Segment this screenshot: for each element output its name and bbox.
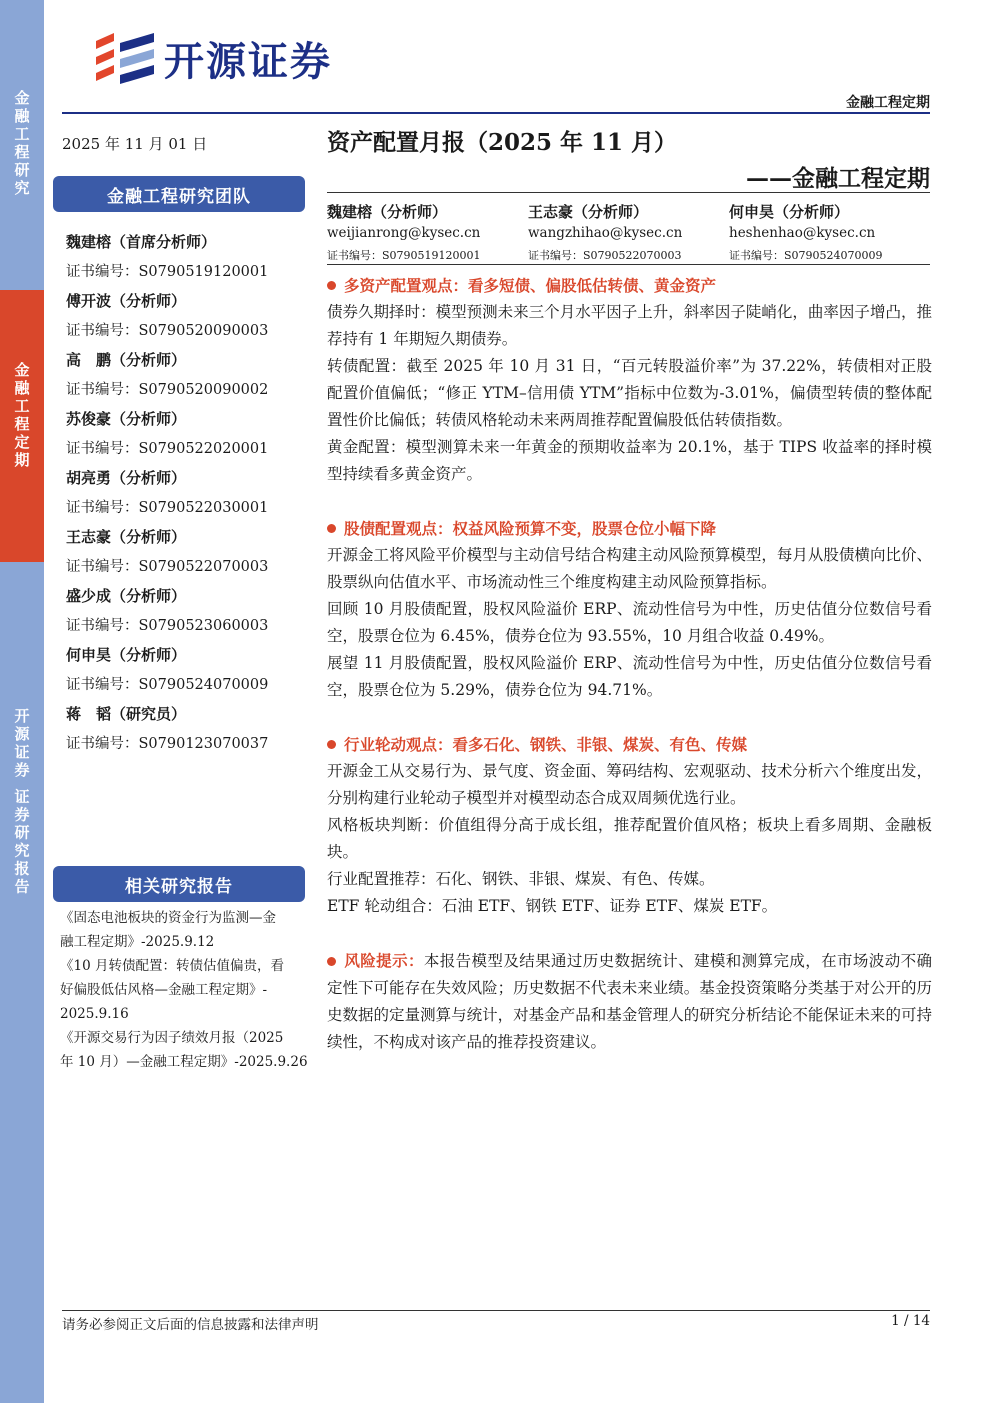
header-tag: 金融工程定期 — [846, 95, 930, 111]
related-report-link[interactable]: 《固态电池板块的资金行为监测—金 — [60, 910, 276, 926]
analyst-name: 胡亮勇（分析师） — [66, 469, 187, 487]
related-report-link[interactable]: 好偏股低估风格—金融工程定期》- — [60, 982, 268, 998]
author-email[interactable]: weijianrong@kysec.cn — [327, 225, 481, 241]
author-cert: 证书编号：S0790522070003 — [528, 249, 682, 262]
author-list — [327, 201, 930, 263]
analyst-name: 傅开波（分析师） — [66, 292, 187, 310]
analyst-cert: 证书编号：S0790522070003 — [66, 559, 269, 575]
paragraph: 展望 11 月股债配置，股权风险溢价 ERP、流动性信号为中性，历史估值分位数信号看空，股票仓位为 5.29%，债券仓位为 94.71%。 — [327, 654, 932, 699]
side-strip-middle — [0, 290, 44, 562]
analyst-item — [66, 585, 302, 644]
page-number: 1 / 14 — [891, 1313, 930, 1329]
report-subtitle: ——金融工程定期 — [746, 165, 930, 192]
side-label-company: 开源证券 证券研究报告 — [12, 708, 31, 897]
related-reports-title: 相关研究报告 — [53, 866, 305, 902]
author-name: 何申昊（分析师） — [729, 203, 850, 221]
analyst-item — [66, 467, 302, 526]
analyst-cert: 证书编号：S0790520090002 — [66, 382, 269, 398]
analyst-cert: 证书编号：S0790523060003 — [66, 618, 269, 634]
analyst-cert: 证书编号：S0790519120001 — [66, 264, 269, 280]
side-strip-top — [0, 0, 44, 290]
analyst-list — [66, 231, 302, 762]
analyst-cert: 证书编号：S0790522020001 — [66, 441, 269, 457]
section-heading-text: 行业轮动观点：看多石化、钢铁、非银、煤炭、有色、传媒 — [344, 735, 748, 754]
paragraph: 黄金配置：模型测算未来一年黄金的预期收益率为 20.1%，基于 TIPS 收益率的择时模型持续看多黄金资产。 — [327, 438, 932, 483]
analyst-name: 苏俊豪（分析师） — [66, 410, 187, 428]
paragraph: 风格板块判断：价值组得分高于成长组，推荐配置价值风格；板块上看多周期、金融板块。 — [327, 816, 932, 861]
analyst-name: 盛少成（分析师） — [66, 587, 187, 605]
analyst-cert: 证书编号：S0790524070009 — [66, 677, 269, 693]
company-logo — [92, 30, 332, 87]
report-title: 资产配置月报（2025 年 11 月） — [327, 129, 678, 156]
section-heading-industry-rotation — [327, 731, 932, 758]
author-item — [327, 201, 528, 263]
analyst-name: 何申昊（分析师） — [66, 646, 187, 664]
analyst-name: 王志豪（分析师） — [66, 528, 187, 546]
analyst-name: 蒋 韬（研究员） — [66, 705, 187, 723]
related-reports-list — [60, 906, 314, 1074]
related-report-link[interactable]: 年 10 月）—金融工程定期》-2025.9.26 — [60, 1054, 308, 1070]
bullet-icon — [327, 524, 336, 533]
footer-disclaimer: 请务必参阅正文后面的信息披露和法律声明 — [62, 1317, 319, 1333]
related-report-link[interactable]: 《开源交易行为因子绩效月报（2025 — [60, 1030, 284, 1046]
section-heading-stock-bond — [327, 515, 932, 542]
analyst-cert: 证书编号：S0790522030001 — [66, 500, 269, 516]
footer-rule — [62, 1310, 930, 1311]
analyst-name: 高 鹏（分析师） — [66, 351, 187, 369]
author-item — [528, 201, 729, 263]
section-heading-text: 股债配置观点：权益风险预算不变，股票仓位小幅下降 — [344, 519, 717, 538]
author-name: 魏建榕（分析师） — [327, 203, 448, 221]
bullet-icon — [327, 957, 336, 966]
side-label-series: 金融工程定期 — [12, 362, 31, 470]
related-report-link[interactable]: 《10 月转债配置：转债估值偏贵，看 — [60, 958, 284, 974]
paragraph: 行业配置推荐：石化、钢铁、非银、煤炭、有色、传媒。 — [327, 870, 715, 888]
section-heading-text: 多资产配置观点：看多短债、偏股低估转债、黄金资产 — [344, 276, 717, 295]
report-body — [327, 272, 932, 1056]
report-date: 2025 年 11 月 01 日 — [62, 135, 208, 153]
section-heading-multi-asset — [327, 272, 932, 299]
authors-rule — [327, 264, 930, 265]
analyst-name: 魏建榕（首席分析师） — [66, 233, 217, 251]
related-report-link[interactable]: 融工程定期》-2025.9.12 — [60, 934, 215, 950]
side-strip-bottom — [0, 562, 44, 1403]
paragraph: 债券久期择时：模型预测未来三个月水平因子上升，斜率因子陡峭化，曲率因子增凸，推荐持有 1 年期短久期债券。 — [327, 303, 932, 348]
paragraph: 回顾 10 月股债配置，股权风险溢价 ERP、流动性信号为中性，历史估值分位数信号看空，股票仓位为 6.45%，债券仓位为 93.55%，10 月组合收益 0.49%。 — [327, 600, 932, 645]
side-label-research: 金融工程研究 — [12, 90, 31, 198]
paragraph: 开源金工将风险平价模型与主动信号结合构建主动风险预算模型，每月从股债横向比价、股票纵向估值水平、市场流动性三个维度构建主动风险预算指标。 — [327, 546, 932, 591]
author-name: 王志豪（分析师） — [528, 203, 649, 221]
author-cert: 证书编号：S0790519120001 — [327, 249, 481, 262]
paragraph: 转债配置：截至 2025 年 10 月 31 日，“百元转股溢价率”为 37.22%，转债相对正股配置价值偏低；“修正 YTM–信用债 YTM”指标中位数为-3.01%，偏债型转债的整体配置性价比偏低；转债风格轮动未来两周推荐配置偏股低估转债指数。 — [327, 357, 932, 429]
related-report-link[interactable]: 2025.9.16 — [60, 1006, 129, 1022]
analyst-item — [66, 526, 302, 585]
analyst-cert: 证书编号：S0790520090003 — [66, 323, 269, 339]
author-cert: 证书编号：S0790524070009 — [729, 249, 883, 262]
analyst-item — [66, 644, 302, 703]
analyst-item — [66, 408, 302, 467]
author-item — [729, 201, 930, 263]
paragraph: ETF 轮动组合：石油 ETF、钢铁 ETF、证券 ETF、煤炭 ETF。 — [327, 897, 778, 915]
analyst-item — [66, 349, 302, 408]
risk-label: 风险提示： — [344, 951, 424, 970]
analyst-cert: 证书编号：S0790123070037 — [66, 736, 269, 752]
analyst-item — [66, 703, 302, 762]
bullet-icon — [327, 740, 336, 749]
team-title: 金融工程研究团队 — [53, 176, 305, 212]
bullet-icon — [327, 281, 336, 290]
risk-warning — [327, 947, 932, 1056]
analyst-item — [66, 290, 302, 349]
paragraph: 开源金工从交易行为、景气度、资金面、筹码结构、宏观驱动、技术分析六个维度出发，分别构建行业轮动子模型并对模型动态合成双周频优选行业。 — [327, 762, 932, 807]
header-rule — [62, 112, 930, 114]
analyst-item — [66, 231, 302, 290]
author-email[interactable]: wangzhihao@kysec.cn — [528, 225, 683, 241]
side-strip — [0, 0, 44, 1403]
logo-mark-icon — [92, 31, 158, 87]
title-rule — [327, 192, 930, 193]
logo-text: 开源证券 — [164, 39, 332, 85]
risk-text: 本报告模型及结果通过历史数据统计、建模和测算完成，在市场波动不确定性下可能存在失效风险；历史数据不代表未来业绩。基金投资策略分类基于对公开的历史数据的定量测算与统计，对基金产品和基金管理人的研究分析结论不能保证未来的可持续性，不构成对该产品的推荐投资建议。 — [327, 952, 932, 1051]
author-email[interactable]: heshenhao@kysec.cn — [729, 225, 876, 241]
